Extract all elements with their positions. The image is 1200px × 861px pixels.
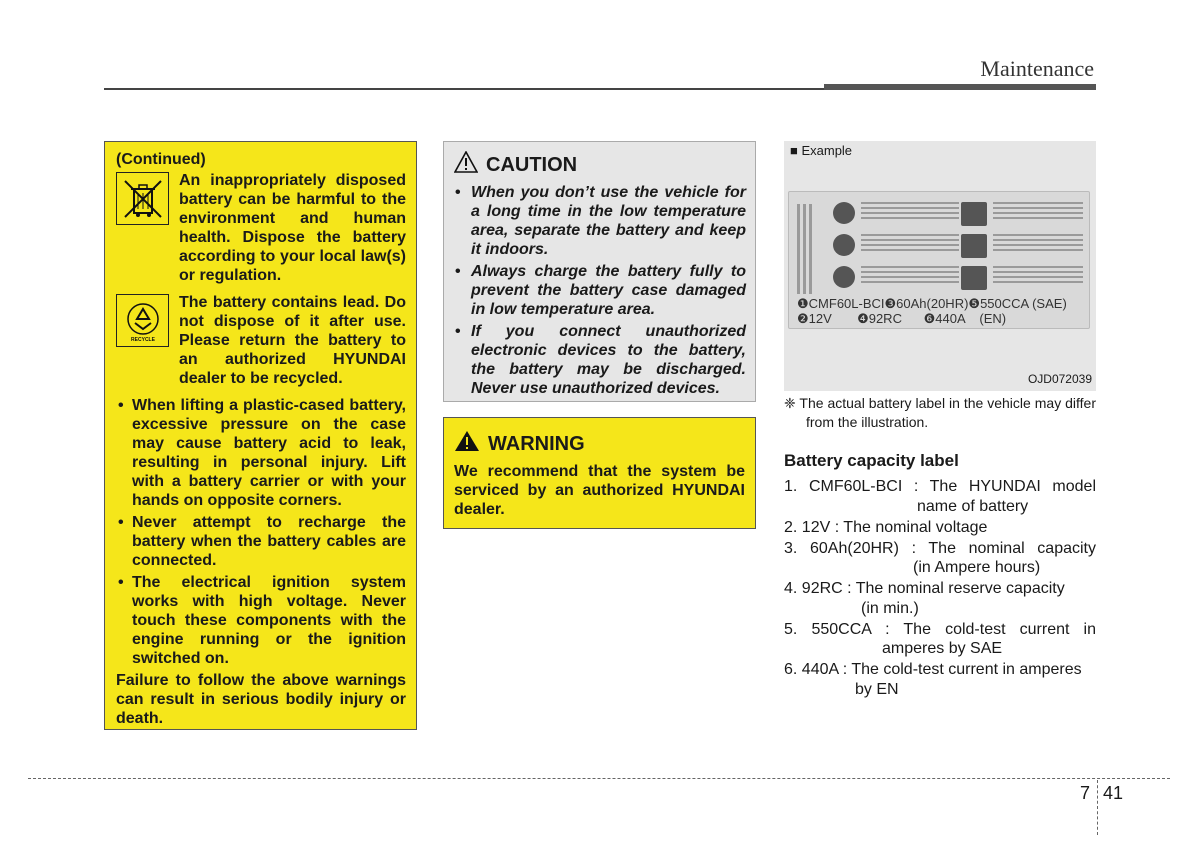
list-item: • When you don’t use the vehicle for a long time in the low temperature area, separate the battery and keep it indoors. — [454, 183, 746, 259]
caution-heading — [454, 151, 746, 179]
label-fine-print — [993, 234, 1083, 260]
corrosive-icon — [961, 202, 987, 226]
warning-text: We recommend that the system be serviced by an authorized HYUNDAI dealer. — [454, 463, 745, 518]
list-item — [784, 660, 1096, 699]
page-header-title: Maintenance — [980, 56, 1094, 81]
definition-term: 3. 60Ah(20HR) : The nominal capacity — [784, 539, 1096, 557]
warning-heading — [454, 430, 745, 458]
lead-row — [116, 293, 406, 388]
battery-label-illustration — [788, 191, 1090, 329]
battery-label-figure — [784, 141, 1096, 391]
warning-triangle-icon — [454, 430, 480, 458]
list-item — [784, 477, 1096, 516]
caution-triangle-icon — [454, 151, 478, 179]
definition-continuation: by EN — [855, 680, 899, 698]
caution-box — [443, 141, 756, 402]
recycle-icon — [116, 294, 169, 347]
manual-icon — [961, 234, 987, 258]
list-item — [784, 620, 1096, 659]
caution-title: CAUTION — [486, 153, 578, 176]
footer-rule — [28, 778, 1170, 779]
keep-children-away-icon — [833, 266, 855, 288]
caution-list — [454, 183, 746, 398]
battery-disposal-warning-box — [104, 141, 417, 730]
recycle-icon-label: RECYCLE — [130, 336, 155, 343]
figure-code: OJD072039 — [1027, 372, 1092, 386]
definition-continuation: (in min.) — [861, 599, 919, 617]
list-item: • The electrical ignition system works with high voltage. Never touch these components with the engine running or the ignition switched on. — [116, 573, 406, 668]
list-item: • Always charge the battery fully to prevent the battery case damaged in low temperature area. — [454, 262, 746, 319]
label-fine-print — [861, 234, 959, 260]
label-spec-line-1: ❶CMF60L-BCI❸60Ah(20HR)❺550CCA (SAE) — [797, 296, 1067, 311]
capacity-label-title: Battery capacity label — [784, 451, 959, 470]
definition-term: 6. 440A : The cold-test current in amperes — [784, 661, 1082, 678]
warning-title: WARNING — [488, 432, 585, 455]
list-item — [784, 518, 1096, 538]
definition-term: 2. 12V : The nominal voltage — [784, 518, 988, 536]
list-item — [784, 539, 1096, 578]
definition-continuation: (in Ampere hours) — [913, 559, 1041, 576]
explosive-icon — [961, 266, 987, 290]
label-fine-print — [993, 202, 1083, 228]
page-number: 41 — [1103, 783, 1124, 803]
list-item — [784, 579, 1096, 618]
header-rule-accent — [824, 84, 1096, 90]
no-flame-icon — [833, 202, 855, 224]
label-side-text — [795, 200, 817, 300]
capacity-definition-list — [784, 477, 1096, 701]
label-fine-print — [861, 202, 959, 228]
definition-continuation: amperes by SAE — [882, 640, 1003, 657]
label-fine-print — [861, 266, 959, 292]
eye-protection-icon — [833, 234, 855, 256]
label-fine-print — [993, 266, 1083, 292]
footer-divider — [1097, 780, 1098, 835]
lead-text: The battery contains lead. Do not dispose of it after use. Please return the battery to an authorized HYUNDAI dealer to be recycled. — [179, 294, 406, 387]
disposal-row — [116, 171, 406, 285]
list-item: • Never attempt to recharge the battery when the battery cables are connected. — [116, 513, 406, 570]
definition-term: 5. 550CCA : The cold-test current in — [784, 620, 1096, 638]
definition-term: 1. CMF60L-BCI : The HYUNDAI model — [784, 478, 1096, 495]
disposal-text: An inappropriately disposed battery can be harmful to the environment and human health. Dispose the battery according to your local law(s) or regulation. — [179, 172, 406, 284]
crossed-bin-icon — [116, 172, 169, 225]
chapter-number: 7 — [1080, 783, 1091, 803]
list-item: • When lifting a plastic-cased battery, excessive pressure on the case may cause battery acid to leak, resulting in personal injury. Lift with a battery carrier or with your hands on opposite corners. — [116, 396, 406, 510]
continued-label: (Continued) — [116, 151, 206, 168]
example-caption: ■ Example — [790, 143, 853, 158]
label-spec-line-2: ❷12V ❹92RC ❻440A (EN) — [797, 311, 1007, 326]
battery-safety-list — [116, 396, 406, 668]
illustration-note: ❈ The actual battery label in the vehicle may differ from the illustration. — [784, 395, 1096, 430]
list-item: • If you connect unauthorized electronic devices to the battery, the battery may be discharged. Never use unauthorized devices. — [454, 322, 746, 398]
definition-continuation: name of battery — [917, 497, 1029, 515]
failure-statement: Failure to follow the above warnings can result in serious bodily injury or death. — [116, 672, 406, 727]
warning-box — [443, 417, 756, 529]
definition-term: 4. 92RC : The nominal reserve capacity — [784, 580, 1065, 597]
